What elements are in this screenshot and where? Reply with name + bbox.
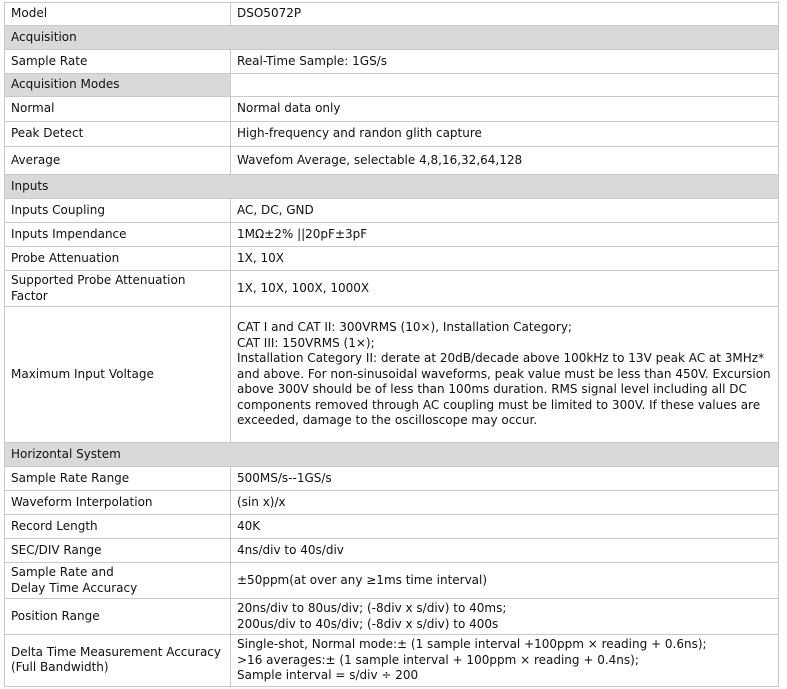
- section-header-row: [5, 175, 779, 199]
- spec-label: Record Length: [5, 515, 231, 539]
- section-header-row: [5, 74, 779, 97]
- spec-row: [5, 563, 779, 599]
- section-title: Acquisition Modes: [5, 74, 231, 97]
- spec-value: 20ns/div to 80us/div; (-8div x s/div) to 40ms; 200us/div to 40s/div; (-8div x s/div) to 400s: [231, 599, 779, 635]
- spec-value: 500MS/s--1GS/s: [231, 467, 779, 491]
- spec-row: [5, 50, 779, 74]
- spec-row: [5, 271, 779, 307]
- spec-label: Inputs Impendance: [5, 223, 231, 247]
- section-title: Horizontal System: [5, 443, 779, 467]
- spec-label: Waveform Interpolation: [5, 491, 231, 515]
- specifications-table-body: [5, 3, 779, 687]
- spec-label: Average: [5, 147, 231, 175]
- spec-value: Normal data only: [231, 97, 779, 122]
- spec-value: 40K: [231, 515, 779, 539]
- spec-row: [5, 147, 779, 175]
- spec-label: Normal: [5, 97, 231, 122]
- spec-row: [5, 122, 779, 147]
- spec-label: Position Range: [5, 599, 231, 635]
- spec-row: [5, 97, 779, 122]
- spec-row: [5, 199, 779, 223]
- spec-row: [5, 3, 779, 26]
- spec-row: [5, 491, 779, 515]
- spec-value: AC, DC, GND: [231, 199, 779, 223]
- specifications-table: [4, 2, 779, 687]
- spec-label: Sample Rate and Delay Time Accuracy: [5, 563, 231, 599]
- spec-label: Peak Detect: [5, 122, 231, 147]
- spec-label: Inputs Coupling: [5, 199, 231, 223]
- spec-row: [5, 307, 779, 443]
- spec-row: [5, 635, 779, 687]
- section-title: Inputs: [5, 175, 779, 199]
- spec-row: [5, 247, 779, 271]
- spec-label: Delta Time Measurement Accuracy (Full Bandwidth): [5, 635, 231, 687]
- spec-value: 4ns/div to 40s/div: [231, 539, 779, 563]
- spec-label: Supported Probe Attenuation Factor: [5, 271, 231, 307]
- spec-label: Probe Attenuation: [5, 247, 231, 271]
- spec-label: Model: [5, 3, 231, 26]
- spec-value: Real-Time Sample: 1GS/s: [231, 50, 779, 74]
- spec-value: 1X, 10X, 100X, 1000X: [231, 271, 779, 307]
- spec-value: ±50ppm(at over any ≥1ms time interval): [231, 563, 779, 599]
- spec-value: Wavefom Average, selectable 4,8,16,32,64,128: [231, 147, 779, 175]
- spec-row: [5, 467, 779, 491]
- spec-value: Single-shot, Normal mode:± (1 sample interval +100ppm × reading + 0.6ns); >16 averages:± (1 sample interval + 100ppm × reading + 0.4ns); Sample interval = s/div ÷ 200: [231, 635, 779, 687]
- spec-row: [5, 223, 779, 247]
- spec-value: 1MΩ±2% ||20pF±3pF: [231, 223, 779, 247]
- spec-label: SEC/DIV Range: [5, 539, 231, 563]
- spec-label: Sample Rate: [5, 50, 231, 74]
- spec-value: 1X, 10X: [231, 247, 779, 271]
- spec-row: [5, 599, 779, 635]
- spec-value: High-frequency and randon glith capture: [231, 122, 779, 147]
- spec-row: [5, 515, 779, 539]
- spec-label: Sample Rate Range: [5, 467, 231, 491]
- spec-row: [5, 539, 779, 563]
- section-header-row: [5, 26, 779, 50]
- spec-value: (sin x)/x: [231, 491, 779, 515]
- section-header-row: [5, 443, 779, 467]
- spec-value: CAT I and CAT II: 300VRMS (10×), Installation Category; CAT III: 150VRMS (1×); Installation Category II: derate at 20dB/decade above 100kHz to 13V peak AC at 3MHz* and above. For non-sinusoidal waveforms, peak value must be less than 450V. Excursion above 300V should be of less than 100ms duration. RMS signal level including all DC components removed through AC coupling must be limited to 300V. If these values are exceeded, damage to the oscilloscope may occur.: [231, 307, 779, 443]
- section-title: Acquisition: [5, 26, 779, 50]
- section-value-cell: [231, 74, 779, 97]
- spec-label: Maximum Input Voltage: [5, 307, 231, 443]
- spec-value: DSO5072P: [231, 3, 779, 26]
